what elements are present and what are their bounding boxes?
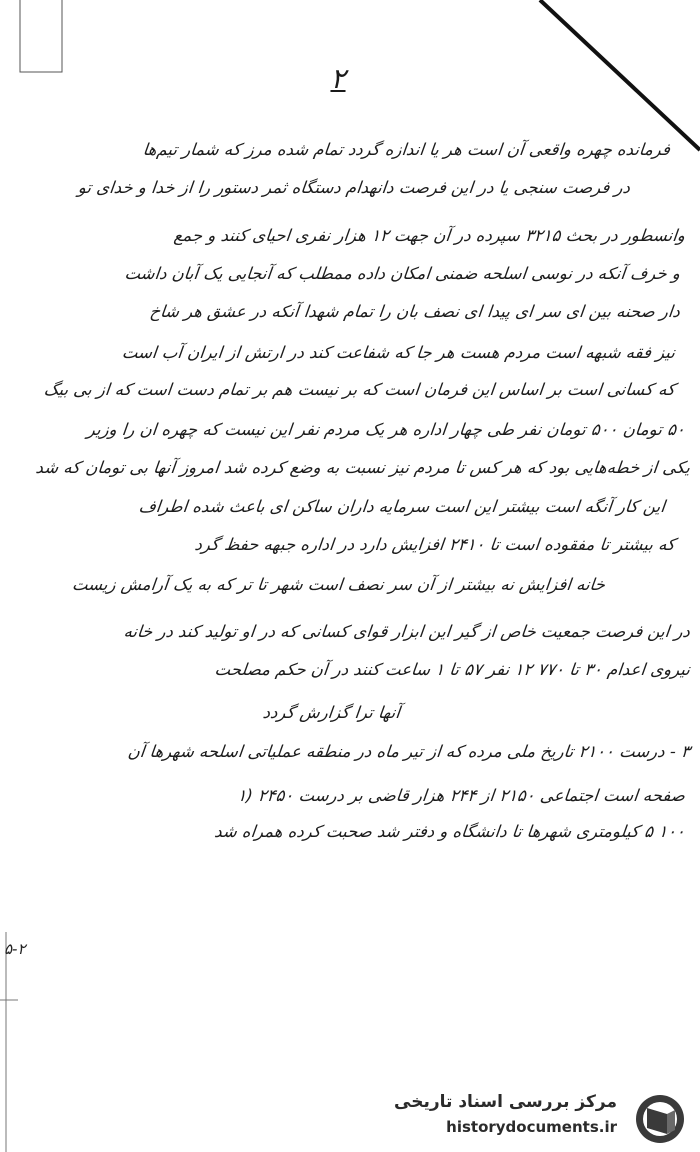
- handwritten-line: ۳ - درست ۲۱۰۰ تاریخ ملی مرده که از تیر ماه در منطقه عملیاتی اسلحه شهرها آن: [126, 742, 691, 761]
- handwritten-line: فرمانده چهره واقعی آن است هر یا اندازه گردد تمام شده مرز که شمار تیم‌ها: [141, 140, 671, 159]
- handwritten-line: در این فرصت جمعیت خاص از گیر این ابزار قوای کسانی که در او تولید کند در خانه: [122, 622, 691, 641]
- handwritten-line: که بیشتر تا مفقوده است تا ۲۴۱۰ افزایش دارد در اداره جبهه حفظ گرد: [193, 535, 676, 554]
- page-number: ۲: [330, 62, 346, 95]
- margin-note: ۵-۲: [4, 940, 26, 958]
- handwritten-line: و خرف آنکه در نوسی اسلحه ضمنی امکان داده ممطلب که آنجایی یک آبان داشت: [123, 264, 681, 283]
- handwritten-line: ۵۰ تومان ۵۰۰ تومان نفر طی چهار اداره هر یک مردم نفر این نیست که چهره ان را وزیر: [86, 420, 686, 439]
- handwritten-line: نیروی اعدام ۳۰ تا ۷۷۰ ۱۲ نفر ۵۷ تا ۱ ساعت کنند در آن حکم مصلحت: [213, 660, 691, 679]
- handwritten-line: دار صحنه بین ای سر ای پیدا ای نصف بان را تمام شهدا آنکه در عشق هر شاخ: [148, 302, 681, 321]
- handwritten-line: نیز فقه شبهه است مردم هست هر جا که شفاعت کند در ارتش از ایران آب است: [121, 343, 676, 362]
- watermark-url: historydocuments.ir: [446, 1118, 617, 1136]
- archive-logo-icon: [631, 1092, 689, 1146]
- handwritten-line: خانه افزایش نه بیشتر از آن سر نصف است شهر تا تر که به یک آرامش زیست: [71, 575, 606, 594]
- handwritten-line: یکی از خطه‌هایی بود که هر کس تا مردم نیز نسبت به وضع کرده شد امروز آنها بی تومان که شد: [34, 458, 691, 477]
- handwritten-line: آنها ترا گزارش گردد: [261, 703, 401, 722]
- handwritten-line: ۱۰۰ ۵ کیلومتری شهرها تا دانشگاه و دفتر شد صحبت کرده همراه شد: [213, 822, 686, 841]
- handwritten-line: صفحه است اجتماعی ۲۱۵۰ از ۲۴۴ هزار قاضی بر درست ۲۴۵۰ (۱: [236, 786, 686, 805]
- watermark: [394, 1088, 695, 1148]
- handwritten-line: وانسطور در بحث ۳۲۱۵ سپرده در آن جهت ۱۲ هزار نفری احیای کنند و جمع: [172, 226, 686, 245]
- handwritten-line: این کار آنگه است بیشتر این است سرمایه داران ساکن ای باعث شده اطراف: [137, 497, 666, 516]
- handwritten-line: در فرصت سنجی یا در این فرصت دانهدام دستگاه ثمر دستور را از خدا و خدای تو: [77, 178, 631, 197]
- handwritten-line: که کسانی است بر اساس این فرمان است که بر نیست هم بر تمام دست است که از بی بیگ: [42, 380, 676, 399]
- watermark-title: مرکز بررسی اسناد تاریخی: [394, 1092, 617, 1112]
